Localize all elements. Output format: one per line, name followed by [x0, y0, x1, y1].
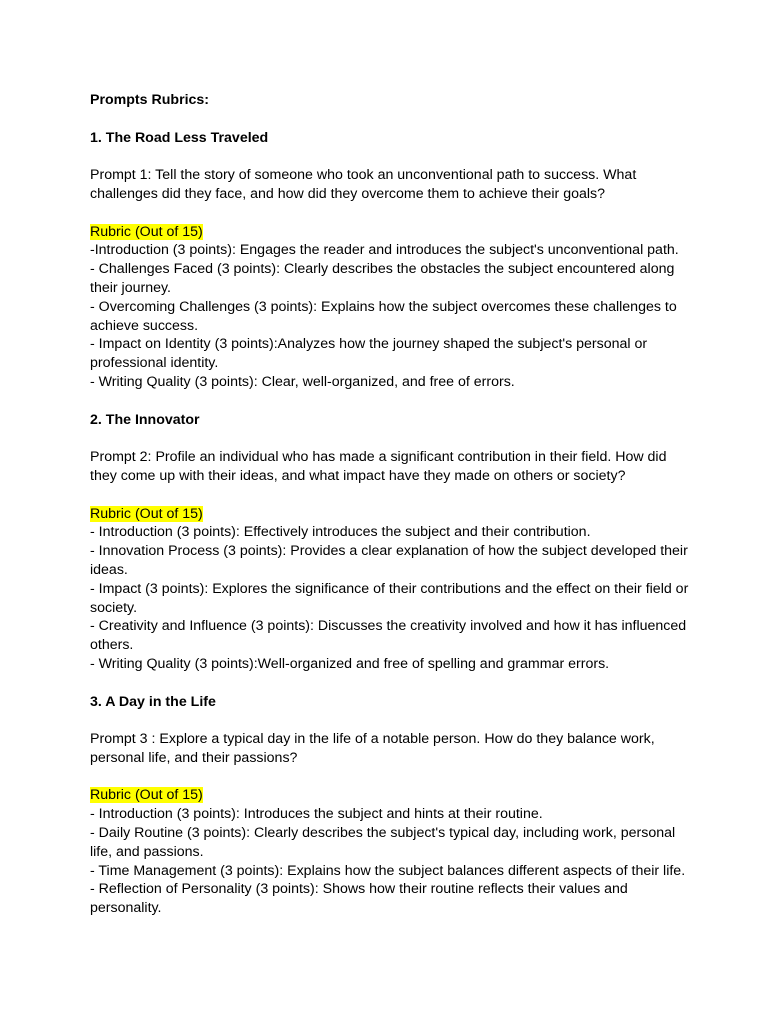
rubric-label-line [90, 223, 690, 242]
spacer [90, 110, 690, 129]
rubric-item: - Writing Quality (3 points):Well-organized and free of spelling and grammar errors. [90, 655, 610, 672]
rubric-item: - Time Management (3 points): Explains how the subject balances different aspects of their life. [90, 862, 686, 879]
spacer [90, 429, 690, 448]
section-heading: 1. The Road Less Traveled [90, 129, 269, 146]
spacer [90, 486, 690, 505]
rubric-item: - Daily Routine (3 points): Clearly describes the subject's typical day, including work, personal life, and passions. [90, 825, 676, 860]
rubric-item: - Reflection of Personality (3 points): Shows how their routine reflects their values and personality. [90, 881, 628, 917]
prompt-text: Prompt 1: Tell the story of someone who took an unconventional path to success. What challenges did they face, and how did they overcome them to achieve their goals? [90, 167, 637, 202]
document-title: Prompts Rubrics: [90, 92, 210, 108]
spacer [90, 147, 690, 166]
section-heading: 3. A Day in the Life [90, 693, 216, 710]
rubric-label-line [90, 505, 690, 524]
rubric-item: - Creativity and Influence (3 points): Discusses the creativity involved and how it has influenced others. [90, 618, 687, 654]
rubric-item: - Writing Quality (3 points): Clear, well-organized, and free of errors. [90, 373, 515, 390]
spacer [90, 768, 690, 787]
rubric-item: - Introduction (3 points): Effectively introduces the subject and their contribution. [90, 524, 591, 541]
rubric-item: -Introduction (3 points): Engages the reader and introduces the subject's unconventional path. [90, 242, 679, 259]
spacer [90, 204, 690, 223]
document-page [90, 91, 690, 918]
rubric-label: Rubric (Out of 15) [90, 787, 203, 804]
section-heading: 2. The Innovator [90, 411, 200, 428]
rubric-label-line [90, 786, 690, 805]
spacer [90, 392, 690, 411]
rubric-item: - Innovation Process (3 points): Provides a clear explanation of how the subject developed their ideas. [90, 543, 688, 578]
rubric-item: - Introduction (3 points): Introduces the subject and hints at their routine. [90, 806, 543, 823]
section-day-in-the-life [90, 693, 690, 919]
spacer [90, 674, 690, 693]
rubric-item: - Overcoming Challenges (3 points): Explains how the subject overcomes these challenges to achieve success. [90, 298, 677, 334]
prompt-text: Prompt 3 : Explore a typical day in the life of a notable person. How do they balance work, personal life, and their passions? [90, 731, 655, 766]
rubric-label: Rubric (Out of 15) [90, 505, 203, 522]
section-innovator [90, 411, 690, 693]
rubric-item: - Impact on Identity (3 points):Analyzes how the journey shaped the subject's personal or professional identity. [90, 336, 648, 372]
rubric-label: Rubric (Out of 15) [90, 223, 203, 240]
prompt-text: Prompt 2: Profile an individual who has made a significant contribution in their field. How did they come up with their ideas, and what impact have they made on others or society? [90, 449, 667, 484]
spacer [90, 711, 690, 730]
rubric-item: - Challenges Faced (3 points): Clearly describes the obstacles the subject encountered along their journey. [90, 261, 675, 296]
rubric-item: - Impact (3 points): Explores the significance of their contributions and the effect on their field or society. [90, 580, 689, 616]
section-road-less-traveled [90, 129, 690, 411]
